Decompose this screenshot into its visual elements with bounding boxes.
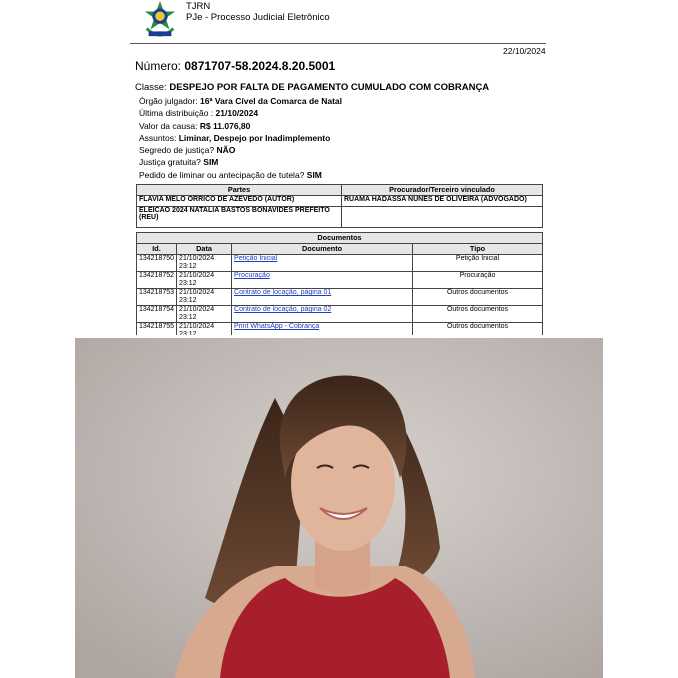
field-segredo: Segredo de justiça? NÃO [139, 145, 236, 156]
col-id: Id. [137, 244, 177, 255]
doc-tipo: Outros documentos [413, 306, 543, 323]
col-data: Data [177, 244, 232, 255]
portrait-photo [75, 338, 603, 678]
doc-link-cell [232, 289, 413, 306]
doc-date: 21/10/2024 23:12 [177, 272, 232, 289]
doc-tipo: Procuração [413, 272, 543, 289]
documents-table-container [136, 232, 543, 335]
doc-link-cell [232, 306, 413, 323]
system-name: PJe - Processo Judicial Eletrônico [186, 12, 330, 23]
field-orgao: Órgão julgador: 16ª Vara Cível da Comarca de Natal [139, 96, 343, 106]
parties-header: Partes [137, 185, 342, 196]
doc-tipo: Outros documentos [413, 289, 543, 306]
table-row [137, 306, 543, 323]
doc-link-cell [232, 255, 413, 272]
doc-id: 134218754 [137, 306, 177, 323]
procurador-cell [342, 207, 543, 228]
party-cell: FLAVIA MELO ORRICO DE AZEVEDO (AUTOR) [137, 196, 342, 207]
party-cell: ELEICAO 2024 NATALIA BASTOS BONAVIDES PREFEITO (REU) [137, 207, 342, 228]
process-fields [139, 95, 342, 181]
doc-tipo: Outros documentos [413, 323, 543, 336]
doc-link-cell [232, 272, 413, 289]
procurador-cell: RUAMA HADASSA NUNES DE OLIVEIRA (ADVOGADO) [342, 196, 543, 207]
document-link[interactable]: Contrato de locação, página 01 [234, 289, 332, 296]
documents-table [136, 232, 543, 335]
field-assuntos: Assuntos: Liminar, Despejo por Inadimplemento [139, 132, 331, 143]
document-link[interactable]: Print WhatsApp - Cobrança [234, 323, 320, 330]
doc-tipo: Petição Inicial [413, 255, 543, 272]
table-row [137, 272, 543, 289]
document-date: 22/10/2024 [503, 46, 546, 56]
doc-date: 21/10/2024 23:12 [177, 306, 232, 323]
org-header [186, 1, 330, 23]
doc-id: 134218750 [137, 255, 177, 272]
doc-link-cell [232, 323, 413, 336]
document-link[interactable]: Petição Inicial [234, 255, 278, 262]
header-divider [130, 43, 546, 44]
col-tipo: Tipo [413, 244, 543, 255]
field-valor: Valor da causa: R$ 11.076,80 [139, 120, 251, 131]
document-link[interactable]: Contrato de locação, página 02 [234, 306, 332, 313]
field-liminar: Pedido de liminar ou antecipação de tutela? SIM [139, 169, 322, 180]
doc-date: 21/10/2024 23:12 [177, 323, 232, 336]
table-row [137, 323, 543, 336]
doc-id: 134218753 [137, 289, 177, 306]
document-link[interactable]: Procuração [234, 272, 270, 279]
table-row [137, 207, 543, 228]
col-documento: Documento [232, 244, 413, 255]
doc-id: 134218755 [137, 323, 177, 336]
field-gratuita: Justiça gratuita? SIM [139, 157, 219, 168]
table-row [137, 289, 543, 306]
documents-title: Documentos [137, 233, 543, 244]
parties-table [136, 184, 543, 228]
table-row [137, 255, 543, 272]
doc-date: 21/10/2024 23:12 [177, 255, 232, 272]
doc-id: 134218752 [137, 272, 177, 289]
procurador-header: Procurador/Terceiro vinculado [342, 185, 543, 196]
field-distribuicao: Última distribuição : 21/10/2024 [139, 108, 259, 119]
brazil-coat-of-arms-icon [141, 0, 179, 40]
process-class: Classe: DESPEJO POR FALTA DE PAGAMENTO CUMULADO COM COBRANÇA [135, 82, 490, 93]
process-number: Número: 0871707-58.2024.8.20.5001 [135, 59, 336, 73]
table-row [137, 196, 543, 207]
doc-date: 21/10/2024 23:12 [177, 289, 232, 306]
org-short: TJRN [186, 1, 211, 12]
